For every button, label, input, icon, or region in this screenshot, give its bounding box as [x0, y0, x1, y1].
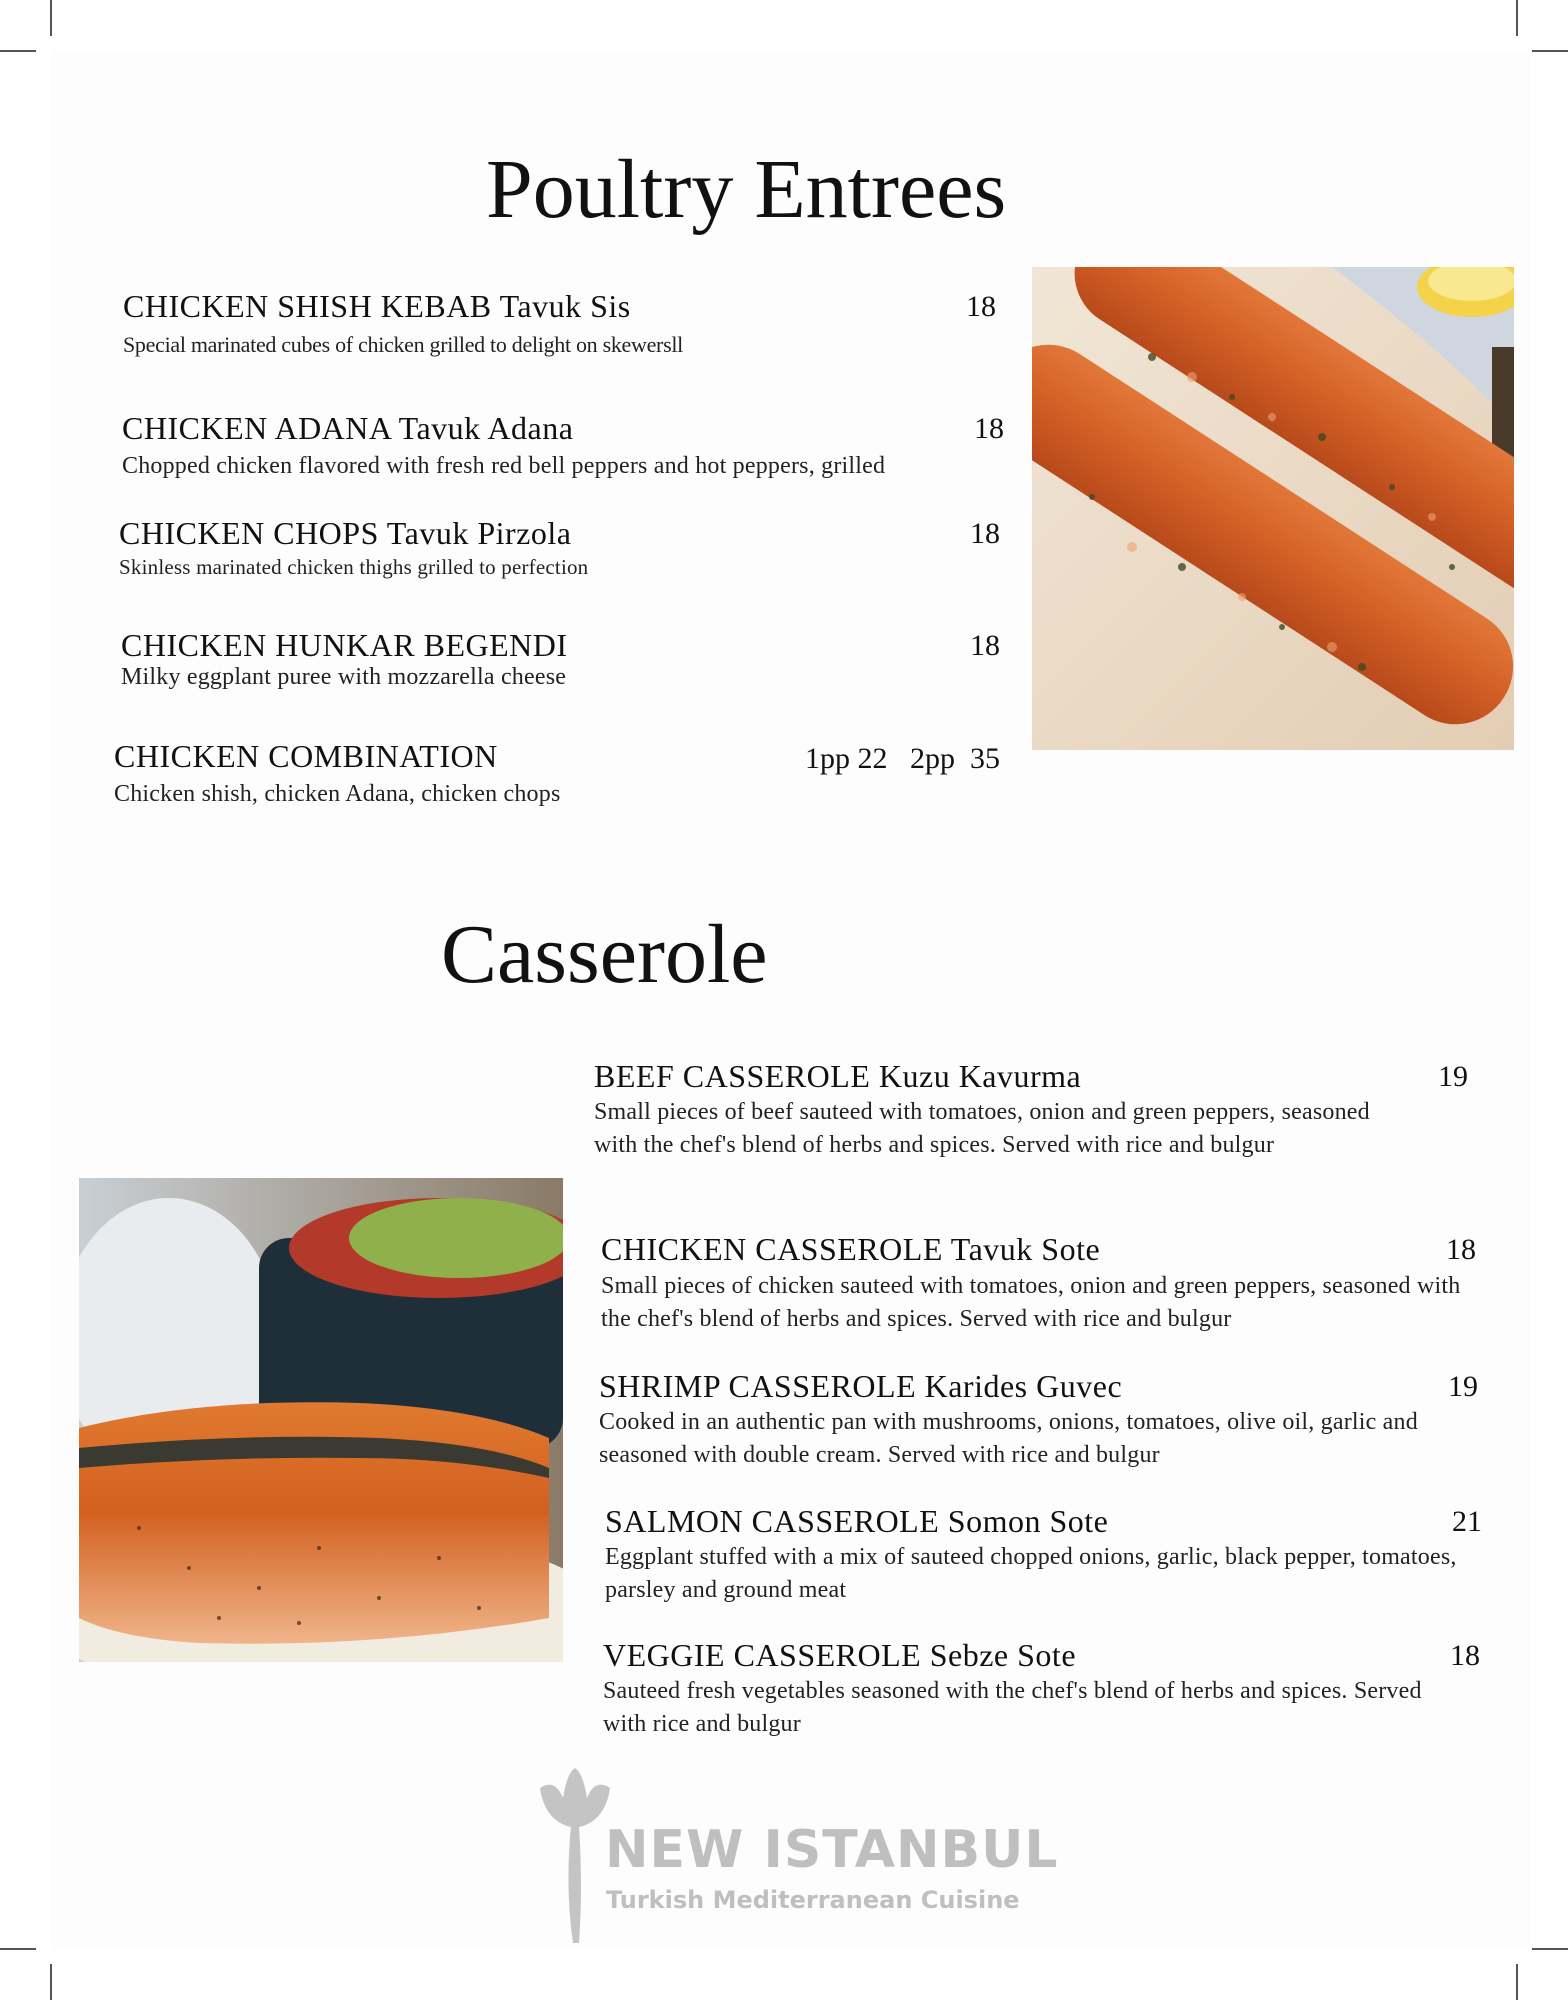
menu-item-description: Cooked in an authentic pan with mushrooms, onions, tomatoes, olive oil, garlic and seasoned with double cream. Served with rice and bulgur — [599, 1409, 1418, 1468]
menu-item-price: 18 — [1446, 1233, 1476, 1266]
menu-item-description: Eggplant stuffed with a mix of sauteed chopped onions, garlic, black pepper, tomatoes, parsley and ground meat — [605, 1544, 1457, 1603]
restaurant-logo — [535, 1768, 1059, 1948]
crop-mark — [1516, 1964, 1518, 2000]
menu-item-price: 19 — [1438, 1060, 1468, 1093]
menu-item-description: Small pieces of beef sauteed with tomatoes, onion and green peppers, seasoned with the chef's blend of herbs and spices. Served with rice and bulgur — [594, 1099, 1370, 1158]
menu-item-price: 1pp 22 2pp 35 — [805, 742, 1000, 775]
menu-item-name: CHICKEN CHOPS Tavuk Pirzola — [119, 515, 572, 551]
menu-item-name: CHICKEN CASSEROLE Tavuk Sote — [601, 1231, 1101, 1267]
menu-item-name: SALMON CASSEROLE Somon Sote — [605, 1503, 1109, 1539]
crop-mark — [0, 1948, 36, 1950]
menu-item-name: CHICKEN ADANA Tavuk Adana — [122, 410, 574, 446]
menu-item-description: Milky eggplant puree with mozzarella cheese — [121, 664, 567, 690]
salmon-photo — [79, 1178, 563, 1662]
menu-item-name: BEEF CASSEROLE Kuzu Kavurma — [594, 1058, 1082, 1094]
crop-mark — [1516, 0, 1518, 36]
crop-mark — [50, 0, 52, 36]
menu-item-price: 18 — [970, 629, 1000, 662]
logo-tagline: Turkish Mediterranean Cuisine — [606, 1886, 1020, 1914]
chicken-adana-photo — [1032, 267, 1514, 750]
crop-mark — [1532, 50, 1568, 52]
tulip-icon — [535, 1768, 615, 1948]
menu-item-description: Sauteed fresh vegetables seasoned with the chef's blend of herbs and spices. Served with rice and bulgur — [603, 1678, 1422, 1737]
menu-item-name: CHICKEN SHISH KEBAB Tavuk Sis — [123, 288, 631, 324]
casserole-title: Casserole — [441, 908, 768, 1001]
crop-mark — [1532, 1948, 1568, 1950]
menu-item-price: 19 — [1448, 1370, 1478, 1403]
menu-item-name: CHICKEN HUNKAR BEGENDI — [121, 627, 568, 663]
menu-item-description: Chopped chicken flavored with fresh red bell peppers and hot peppers, grilled — [122, 453, 886, 479]
menu-item-description: Skinless marinated chicken thighs grilled to perfection — [119, 555, 589, 579]
menu-item-description: Small pieces of chicken sauteed with tomatoes, onion and green peppers, seasoned with the chef's blend of herbs and spices. Served with rice and bulgur — [601, 1273, 1461, 1332]
menu-item-price: 21 — [1452, 1505, 1482, 1538]
menu-item-price: 18 — [1450, 1639, 1480, 1672]
poultry-title: Poultry Entrees — [486, 143, 1007, 236]
menu-item-price: 18 — [974, 412, 1004, 445]
crop-mark — [50, 1964, 52, 2000]
menu-item-name: CHICKEN COMBINATION — [114, 738, 498, 774]
menu-item-description: Special marinated cubes of chicken grilled to delight on skewersll — [123, 332, 683, 357]
crop-mark — [0, 50, 36, 52]
menu-item-price: 18 — [970, 517, 1000, 550]
menu-item-price: 18 — [966, 290, 996, 323]
logo-name: NEW ISTANBUL — [605, 1820, 1059, 1880]
menu-item-name: SHRIMP CASSEROLE Karides Guvec — [599, 1368, 1123, 1404]
menu-item-name: VEGGIE CASSEROLE Sebze Sote — [603, 1637, 1077, 1673]
menu-item-description: Chicken shish, chicken Adana, chicken chops — [114, 781, 561, 807]
